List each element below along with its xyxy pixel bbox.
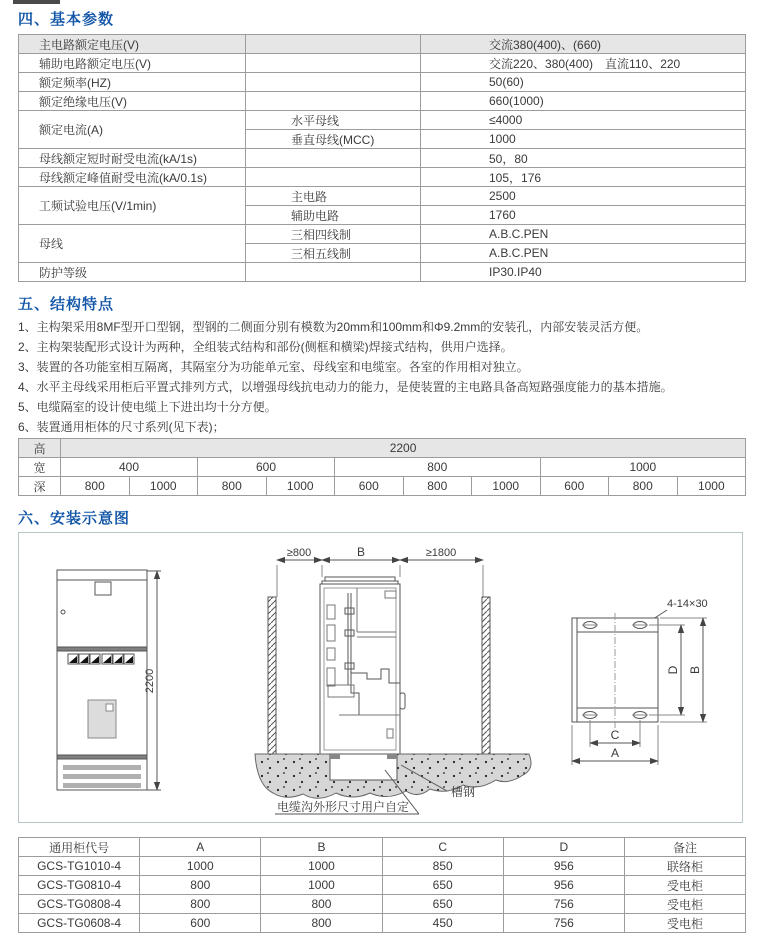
- table-cell: A.B.C.PEN: [421, 244, 746, 263]
- table-cell: 母线: [19, 225, 246, 263]
- table-cell: 2500: [421, 187, 746, 206]
- table-cell: 600: [540, 477, 609, 496]
- table-cell: 三相四线制: [246, 225, 421, 244]
- table-row: [19, 838, 746, 857]
- table-cell: IP30.IP40: [421, 263, 746, 282]
- installation-diagram: [19, 533, 742, 822]
- table-cell: 800: [403, 477, 472, 496]
- table-cell: 1760: [421, 206, 746, 225]
- table-cell: 联络柜: [624, 857, 745, 876]
- table-cell: 800: [609, 477, 678, 496]
- table-cell: 交流380(400)、(660): [421, 35, 746, 54]
- feature-item: 1、主构架采用8MF型开口型钢，型钢的二侧面分别有模数为20mm和100mm和Φ9.2mm的安装孔，内部安装灵活方便。: [18, 320, 649, 334]
- table-row: [19, 477, 746, 496]
- table-cell: 800: [140, 876, 261, 895]
- table-cell: [246, 263, 421, 282]
- table-cell: 主电路: [246, 187, 421, 206]
- feature-item: 6、装置通用柜体的尺寸系列(见下表)；: [18, 420, 225, 434]
- table-row: [19, 914, 746, 933]
- table-cell: 辅助电路额定电压(V): [19, 54, 246, 73]
- table-row: [19, 92, 746, 111]
- table-cell: 深: [19, 477, 61, 496]
- dim-label-height: 2200: [144, 668, 156, 694]
- table-cell: 600: [140, 914, 261, 933]
- feature-item: 4、水平主母线采用柜后平置式排列方式，以增强母线抗电动力的能力，是使装置的主电路具备高短路强度能力的基本措施。: [18, 380, 673, 394]
- table-cell: 600: [335, 477, 404, 496]
- table-row: [19, 35, 746, 54]
- table-cell: 1000: [540, 458, 746, 477]
- table-row: [19, 225, 746, 244]
- dim-label-a: A: [610, 746, 620, 760]
- table-cell: 1000: [261, 857, 382, 876]
- table-cell: 800: [61, 477, 130, 496]
- side-view-cabinet: [255, 560, 531, 814]
- table-cell: 756: [503, 895, 624, 914]
- table-cell: 50，80: [421, 149, 746, 168]
- section-title-installation: 六、安装示意图: [18, 510, 131, 527]
- table-row: [19, 73, 746, 92]
- table-row: [19, 149, 746, 168]
- table-cell: 额定电流(A): [19, 111, 246, 149]
- table-cell: 1000: [129, 477, 198, 496]
- dim-label-cabinet-width: B: [356, 545, 366, 559]
- holes-label: 4-14×30: [667, 598, 708, 610]
- table-cell: 交流220、380(400) 直流110、220: [421, 54, 746, 73]
- table-cell: 额定绝缘电压(V): [19, 92, 246, 111]
- basic-params-table: [18, 34, 746, 282]
- table-cell: 800: [261, 914, 382, 933]
- table-cell: 956: [503, 876, 624, 895]
- table-cell: 1000: [140, 857, 261, 876]
- footprint-view: [572, 610, 707, 765]
- table-row: [19, 168, 746, 187]
- table-cell: 工频试验电压(V/1min): [19, 187, 246, 225]
- table-cell: [246, 73, 421, 92]
- page-top-strip: [13, 0, 60, 4]
- table-cell: 1000: [472, 477, 541, 496]
- table-cell: 756: [503, 914, 624, 933]
- dim-label-c: C: [610, 728, 620, 742]
- table-cell: [246, 149, 421, 168]
- table-cell: 1000: [266, 477, 335, 496]
- table-cell: [246, 54, 421, 73]
- table-cell: 1000: [261, 876, 382, 895]
- trench-note-label: 电缆沟外形尺寸用户自定: [277, 800, 410, 814]
- table-cell: 650: [382, 895, 503, 914]
- table-cell: 水平母线: [246, 111, 421, 130]
- table-cell: 800: [198, 477, 267, 496]
- table-cell: 450: [382, 914, 503, 933]
- section-title-basic-params: 四、基本参数: [18, 11, 115, 28]
- table-cell: A.B.C.PEN: [421, 225, 746, 244]
- dim-label-d: D: [666, 665, 680, 675]
- table-cell: 400: [61, 458, 198, 477]
- table-cell: GCS-TG1010-4: [19, 857, 140, 876]
- table-cell: 辅助电路: [246, 206, 421, 225]
- table-cell: A: [140, 838, 261, 857]
- cabinet-code-table: [18, 837, 746, 933]
- table-row: [19, 876, 746, 895]
- table-cell: 50(60): [421, 73, 746, 92]
- table-cell: 额定频率(HZ): [19, 73, 246, 92]
- table-cell: [246, 35, 421, 54]
- table-cell: 800: [261, 895, 382, 914]
- table-cell: 105，176: [421, 168, 746, 187]
- table-cell: 通用柜代号: [19, 838, 140, 857]
- table-row: [19, 54, 746, 73]
- table-row: [19, 895, 746, 914]
- installation-diagram-box: [18, 532, 743, 823]
- table-cell: 600: [198, 458, 335, 477]
- table-cell: 母线额定峰值耐受电流(kA/0.1s): [19, 168, 246, 187]
- structure-feature-list: [18, 317, 673, 437]
- table-cell: 660(1000): [421, 92, 746, 111]
- table-cell: GCS-TG0810-4: [19, 876, 140, 895]
- cabinet-size-table: [18, 438, 746, 496]
- channel-steel-label: 槽钢: [451, 785, 476, 799]
- table-cell: 650: [382, 876, 503, 895]
- table-cell: 800: [140, 895, 261, 914]
- table-cell: 备注: [624, 838, 745, 857]
- table-cell: 三相五线制: [246, 244, 421, 263]
- table-cell: 垂直母线(MCC): [246, 130, 421, 149]
- table-row: [19, 187, 746, 206]
- table-row: [19, 263, 746, 282]
- table-row: [19, 458, 746, 477]
- table-row: [19, 111, 746, 130]
- table-cell: 1000: [421, 130, 746, 149]
- table-cell: 防护等级: [19, 263, 246, 282]
- table-cell: GCS-TG0608-4: [19, 914, 140, 933]
- section-title-structure: 五、结构特点: [18, 296, 115, 313]
- table-cell: 850: [382, 857, 503, 876]
- feature-item: 2、主构架装配形式设计为两种，全组装式结构和部份(侧框和横梁)焊接式结构，供用户选择。: [18, 340, 513, 354]
- feature-item: 5、电缆隔室的设计使电缆上下进出均十分方便。: [18, 400, 277, 414]
- table-row: [19, 439, 746, 458]
- table-cell: [246, 168, 421, 187]
- dim-label-b2: B: [688, 665, 702, 675]
- table-cell: 主电路额定电压(V): [19, 35, 246, 54]
- table-cell: C: [382, 838, 503, 857]
- table-cell: ≤4000: [421, 111, 746, 130]
- dim-label-right-gap: ≥1800: [425, 547, 457, 559]
- table-cell: 宽: [19, 458, 61, 477]
- table-row: [19, 857, 746, 876]
- table-cell: 高: [19, 439, 61, 458]
- table-cell: D: [503, 838, 624, 857]
- table-cell: [246, 92, 421, 111]
- table-cell: 受电柜: [624, 876, 745, 895]
- feature-item: 3、装置的各功能室相互隔离，其隔室分为功能单元室、母线室和电缆室。各室的作用相对独立。: [18, 360, 529, 374]
- table-cell: GCS-TG0808-4: [19, 895, 140, 914]
- dim-label-left-gap: ≥800: [286, 547, 312, 559]
- table-cell: 800: [335, 458, 541, 477]
- table-cell: 母线额定短时耐受电流(kA/1s): [19, 149, 246, 168]
- table-cell: 2200: [61, 439, 746, 458]
- table-cell: B: [261, 838, 382, 857]
- table-cell: 受电柜: [624, 895, 745, 914]
- table-cell: 956: [503, 857, 624, 876]
- table-cell: 受电柜: [624, 914, 745, 933]
- table-cell: 1000: [677, 477, 746, 496]
